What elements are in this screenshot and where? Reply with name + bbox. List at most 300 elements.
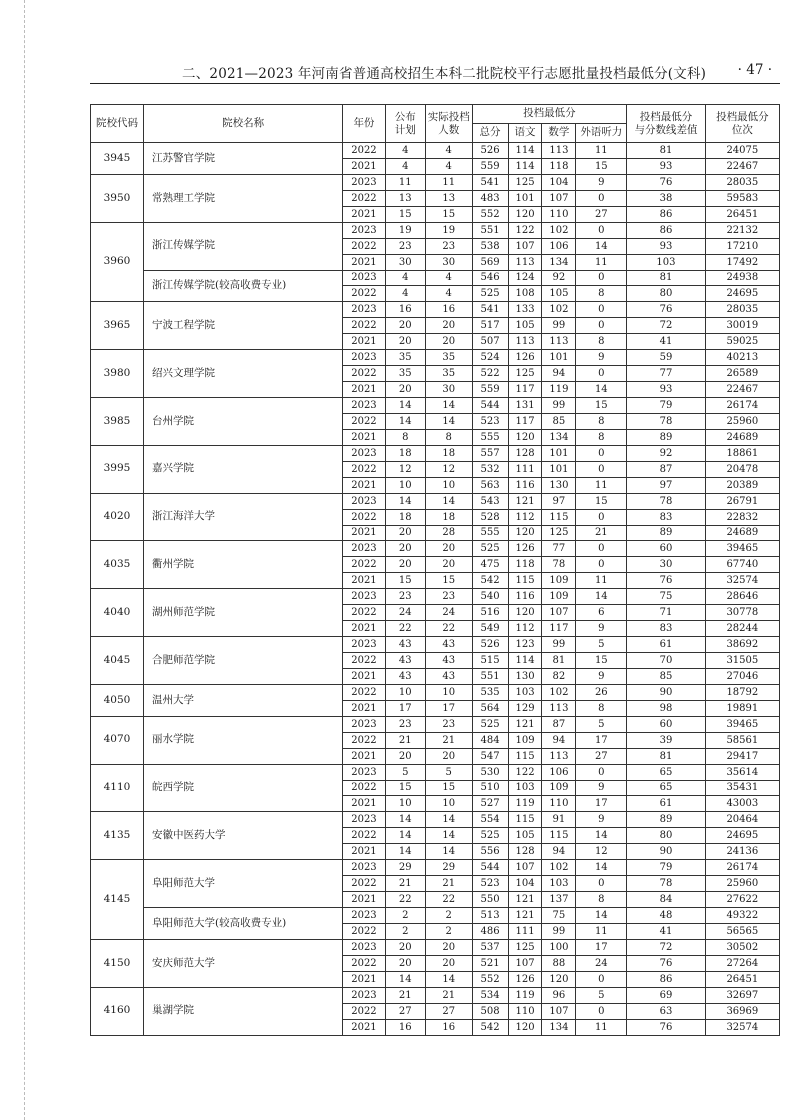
rank-cell: 40213: [705, 350, 779, 366]
year-cell: 2022: [343, 605, 385, 621]
col-header-code: 院校代码: [91, 105, 144, 143]
actual-cell: 18: [425, 445, 472, 461]
rank-cell: 24695: [705, 286, 779, 302]
diff-cell: 41: [627, 334, 705, 350]
table-row: [91, 302, 780, 318]
actual-cell: 23: [425, 589, 472, 605]
total-cell: 552: [472, 971, 508, 987]
rank-cell: 18861: [705, 445, 779, 461]
diff-cell: 76: [627, 174, 705, 190]
total-cell: 475: [472, 557, 508, 573]
plan-cell: 43: [385, 668, 425, 684]
rank-cell: 25960: [705, 413, 779, 429]
english-cell: 5: [576, 716, 627, 732]
math-cell: 101: [542, 445, 576, 461]
actual-cell: 16: [425, 302, 472, 318]
school-code-cell: 4110: [91, 764, 144, 812]
diff-cell: 83: [627, 621, 705, 637]
diff-cell: 92: [627, 445, 705, 461]
col-header-name: 院校名称: [143, 105, 342, 143]
math-cell: 101: [542, 350, 576, 366]
rank-cell: 43003: [705, 796, 779, 812]
english-cell: 0: [576, 557, 627, 573]
actual-cell: 30: [425, 382, 472, 398]
actual-cell: 8: [425, 429, 472, 445]
actual-cell: 21: [425, 732, 472, 748]
chinese-cell: 107: [508, 955, 542, 971]
plan-cell: 16: [385, 302, 425, 318]
plan-cell: 18: [385, 445, 425, 461]
rank-cell: 30019: [705, 318, 779, 334]
total-cell: 544: [472, 398, 508, 414]
school-name-cell: 安徽中医药大学: [143, 812, 342, 860]
math-cell: 120: [542, 971, 576, 987]
english-cell: 17: [576, 939, 627, 955]
plan-cell: 29: [385, 860, 425, 876]
total-cell: 528: [472, 509, 508, 525]
plan-cell: 20: [385, 382, 425, 398]
english-cell: 21: [576, 525, 627, 541]
math-cell: 99: [542, 923, 576, 939]
rank-cell: 35431: [705, 780, 779, 796]
plan-cell: 20: [385, 955, 425, 971]
english-cell: 9: [576, 350, 627, 366]
school-name-cell: 温州大学: [143, 684, 342, 716]
rank-cell: 26451: [705, 971, 779, 987]
table-row: [91, 398, 780, 414]
year-cell: 2021: [343, 429, 385, 445]
total-cell: 559: [472, 382, 508, 398]
rank-cell: 20478: [705, 461, 779, 477]
diff-cell: 93: [627, 158, 705, 174]
english-cell: 17: [576, 732, 627, 748]
school-code-cell: 3945: [91, 143, 144, 175]
total-cell: 550: [472, 892, 508, 908]
rank-cell: 28035: [705, 174, 779, 190]
year-cell: 2022: [343, 732, 385, 748]
chinese-cell: 115: [508, 812, 542, 828]
year-cell: 2021: [343, 382, 385, 398]
plan-cell: 24: [385, 605, 425, 621]
year-cell: 2023: [343, 350, 385, 366]
year-cell: 2022: [343, 318, 385, 334]
rank-cell: 17492: [705, 254, 779, 270]
school-name-cell: 台州学院: [143, 398, 342, 446]
plan-cell: 22: [385, 892, 425, 908]
actual-cell: 20: [425, 318, 472, 334]
english-cell: 0: [576, 222, 627, 238]
table-row: [91, 174, 780, 190]
plan-cell: 4: [385, 286, 425, 302]
rank-cell: 20464: [705, 812, 779, 828]
actual-cell: 27: [425, 1003, 472, 1019]
diff-cell: 81: [627, 748, 705, 764]
chinese-cell: 104: [508, 876, 542, 892]
english-cell: 14: [576, 828, 627, 844]
total-cell: 525: [472, 541, 508, 557]
school-name-cell: 宁波工程学院: [143, 302, 342, 350]
chinese-cell: 112: [508, 509, 542, 525]
rank-cell: 24075: [705, 143, 779, 159]
year-cell: 2023: [343, 174, 385, 190]
math-cell: 104: [542, 174, 576, 190]
total-cell: 537: [472, 939, 508, 955]
year-cell: 2023: [343, 398, 385, 414]
math-cell: 125: [542, 525, 576, 541]
table-row: [91, 764, 780, 780]
plan-cell: 2: [385, 908, 425, 924]
table-row: [91, 350, 780, 366]
diff-cell: 76: [627, 955, 705, 971]
chinese-cell: 131: [508, 398, 542, 414]
diff-cell: 61: [627, 796, 705, 812]
total-cell: 508: [472, 1003, 508, 1019]
table-row: [91, 684, 780, 700]
actual-cell: 18: [425, 509, 472, 525]
school-code-cell: 4020: [91, 493, 144, 541]
rank-cell: 24689: [705, 525, 779, 541]
chinese-cell: 117: [508, 382, 542, 398]
plan-cell: 23: [385, 589, 425, 605]
chinese-cell: 114: [508, 143, 542, 159]
diff-cell: 38: [627, 190, 705, 206]
english-cell: 0: [576, 971, 627, 987]
chinese-cell: 103: [508, 684, 542, 700]
math-cell: 113: [542, 700, 576, 716]
math-cell: 115: [542, 828, 576, 844]
math-cell: 118: [542, 158, 576, 174]
math-cell: 99: [542, 318, 576, 334]
total-cell: 486: [472, 923, 508, 939]
actual-cell: 43: [425, 668, 472, 684]
english-cell: 5: [576, 987, 627, 1003]
table-row: [91, 939, 780, 955]
diff-cell: 86: [627, 206, 705, 222]
rank-cell: 24938: [705, 270, 779, 286]
actual-cell: 14: [425, 413, 472, 429]
math-cell: 113: [542, 143, 576, 159]
english-cell: 11: [576, 1019, 627, 1035]
actual-cell: 14: [425, 971, 472, 987]
school-name-cell: 浙江传媒学院(较高收费专业): [143, 270, 342, 302]
plan-cell: 20: [385, 939, 425, 955]
diff-cell: 93: [627, 238, 705, 254]
rank-cell: 30778: [705, 605, 779, 621]
rank-cell: 32574: [705, 1019, 779, 1035]
table-row: [91, 143, 780, 159]
english-cell: 27: [576, 206, 627, 222]
actual-cell: 35: [425, 366, 472, 382]
english-cell: 0: [576, 1003, 627, 1019]
plan-cell: 2: [385, 923, 425, 939]
plan-cell: 20: [385, 748, 425, 764]
rank-cell: 26174: [705, 398, 779, 414]
english-cell: 15: [576, 653, 627, 669]
rank-cell: 26791: [705, 493, 779, 509]
year-cell: 2021: [343, 796, 385, 812]
plan-cell: 35: [385, 350, 425, 366]
school-code-cell: 4070: [91, 716, 144, 764]
chinese-cell: 119: [508, 796, 542, 812]
diff-cell: 65: [627, 780, 705, 796]
year-cell: 2021: [343, 334, 385, 350]
english-cell: 0: [576, 445, 627, 461]
english-cell: 11: [576, 143, 627, 159]
plan-cell: 14: [385, 971, 425, 987]
page-number: · 47 ·: [737, 62, 772, 78]
col-header-diff: 投档最低分 与分数线差值: [627, 105, 705, 143]
year-cell: 2021: [343, 254, 385, 270]
diff-cell: 69: [627, 987, 705, 1003]
school-name-cell: 阜阳师范大学: [143, 860, 342, 908]
actual-cell: 20: [425, 334, 472, 350]
total-cell: 524: [472, 350, 508, 366]
total-cell: 544: [472, 860, 508, 876]
math-cell: 102: [542, 302, 576, 318]
total-cell: 551: [472, 222, 508, 238]
actual-cell: 13: [425, 190, 472, 206]
chinese-cell: 123: [508, 637, 542, 653]
plan-cell: 15: [385, 780, 425, 796]
chinese-cell: 114: [508, 158, 542, 174]
diff-cell: 103: [627, 254, 705, 270]
rank-cell: 18792: [705, 684, 779, 700]
chinese-cell: 122: [508, 222, 542, 238]
year-cell: 2022: [343, 923, 385, 939]
school-name-cell: 阜阳师范大学(较高收费专业): [143, 908, 342, 940]
year-cell: 2021: [343, 158, 385, 174]
rank-cell: 22132: [705, 222, 779, 238]
total-cell: 523: [472, 876, 508, 892]
actual-cell: 22: [425, 621, 472, 637]
english-cell: 24: [576, 955, 627, 971]
year-cell: 2023: [343, 908, 385, 924]
chinese-cell: 128: [508, 844, 542, 860]
total-cell: 559: [472, 158, 508, 174]
rank-cell: 17210: [705, 238, 779, 254]
chinese-cell: 125: [508, 174, 542, 190]
total-cell: 556: [472, 844, 508, 860]
actual-cell: 2: [425, 923, 472, 939]
rank-cell: 58561: [705, 732, 779, 748]
chinese-cell: 121: [508, 493, 542, 509]
total-cell: 525: [472, 286, 508, 302]
english-cell: 9: [576, 174, 627, 190]
plan-cell: 17: [385, 700, 425, 716]
chinese-cell: 125: [508, 939, 542, 955]
year-cell: 2022: [343, 366, 385, 382]
year-cell: 2022: [343, 286, 385, 302]
total-cell: 527: [472, 796, 508, 812]
year-cell: 2022: [343, 461, 385, 477]
chinese-cell: 119: [508, 987, 542, 1003]
actual-cell: 15: [425, 206, 472, 222]
total-cell: 543: [472, 493, 508, 509]
school-code-cell: 4145: [91, 860, 144, 940]
chinese-cell: 120: [508, 1019, 542, 1035]
chinese-cell: 115: [508, 748, 542, 764]
rank-cell: 28646: [705, 589, 779, 605]
english-cell: 0: [576, 509, 627, 525]
plan-cell: 13: [385, 190, 425, 206]
total-cell: 484: [472, 732, 508, 748]
rank-cell: 39465: [705, 541, 779, 557]
plan-cell: 10: [385, 477, 425, 493]
year-cell: 2023: [343, 939, 385, 955]
actual-cell: 2: [425, 908, 472, 924]
actual-cell: 17: [425, 700, 472, 716]
math-cell: 99: [542, 637, 576, 653]
rank-cell: 22832: [705, 509, 779, 525]
english-cell: 15: [576, 158, 627, 174]
year-cell: 2021: [343, 700, 385, 716]
school-name-cell: 常熟理工学院: [143, 174, 342, 222]
chinese-cell: 105: [508, 318, 542, 334]
english-cell: 5: [576, 637, 627, 653]
math-cell: 97: [542, 493, 576, 509]
rank-cell: 39465: [705, 716, 779, 732]
english-cell: 11: [576, 923, 627, 939]
chinese-cell: 115: [508, 573, 542, 589]
plan-cell: 23: [385, 238, 425, 254]
math-cell: 109: [542, 573, 576, 589]
total-cell: 522: [472, 366, 508, 382]
year-cell: 2022: [343, 413, 385, 429]
math-cell: 94: [542, 366, 576, 382]
diff-cell: 81: [627, 143, 705, 159]
diff-cell: 76: [627, 573, 705, 589]
diff-cell: 39: [627, 732, 705, 748]
chinese-cell: 105: [508, 828, 542, 844]
school-name-cell: 安庆师范大学: [143, 939, 342, 987]
actual-cell: 4: [425, 270, 472, 286]
year-cell: 2023: [343, 987, 385, 1003]
rank-cell: 49322: [705, 908, 779, 924]
table-row: [91, 987, 780, 1003]
math-cell: 107: [542, 1003, 576, 1019]
english-cell: 0: [576, 764, 627, 780]
english-cell: 6: [576, 605, 627, 621]
year-cell: 2022: [343, 876, 385, 892]
plan-cell: 14: [385, 493, 425, 509]
actual-cell: 20: [425, 541, 472, 557]
year-cell: 2021: [343, 892, 385, 908]
school-code-cell: 3960: [91, 222, 144, 302]
school-code-cell: 3965: [91, 302, 144, 350]
year-cell: 2021: [343, 668, 385, 684]
chinese-cell: 130: [508, 668, 542, 684]
math-cell: 130: [542, 477, 576, 493]
school-code-cell: 4160: [91, 987, 144, 1035]
page-header: [90, 62, 780, 86]
actual-cell: 29: [425, 860, 472, 876]
year-cell: 2021: [343, 748, 385, 764]
math-cell: 134: [542, 429, 576, 445]
diff-cell: 59: [627, 350, 705, 366]
plan-cell: 15: [385, 206, 425, 222]
english-cell: 17: [576, 796, 627, 812]
math-cell: 110: [542, 796, 576, 812]
year-cell: 2023: [343, 493, 385, 509]
rank-cell: 59025: [705, 334, 779, 350]
table-row: [91, 270, 780, 286]
diff-cell: 72: [627, 939, 705, 955]
actual-cell: 23: [425, 238, 472, 254]
school-name-cell: 合肥师范学院: [143, 637, 342, 685]
plan-cell: 4: [385, 143, 425, 159]
actual-cell: 43: [425, 653, 472, 669]
chinese-cell: 126: [508, 350, 542, 366]
chinese-cell: 109: [508, 732, 542, 748]
diff-cell: 76: [627, 302, 705, 318]
year-cell: 2021: [343, 621, 385, 637]
chinese-cell: 110: [508, 1003, 542, 1019]
year-cell: 2022: [343, 238, 385, 254]
rank-cell: 36969: [705, 1003, 779, 1019]
plan-cell: 21: [385, 987, 425, 1003]
plan-cell: 43: [385, 637, 425, 653]
total-cell: 513: [472, 908, 508, 924]
english-cell: 27: [576, 748, 627, 764]
col-header-min-score-group: 投档最低分: [472, 105, 627, 124]
diff-cell: 77: [627, 366, 705, 382]
table-row: [91, 812, 780, 828]
total-cell: 555: [472, 429, 508, 445]
math-cell: 91: [542, 812, 576, 828]
actual-cell: 28: [425, 525, 472, 541]
plan-cell: 20: [385, 318, 425, 334]
actual-cell: 22: [425, 892, 472, 908]
year-cell: 2023: [343, 637, 385, 653]
english-cell: 0: [576, 366, 627, 382]
math-cell: 77: [542, 541, 576, 557]
chinese-cell: 120: [508, 605, 542, 621]
math-cell: 117: [542, 621, 576, 637]
math-cell: 75: [542, 908, 576, 924]
english-cell: 0: [576, 270, 627, 286]
school-name-cell: 嘉兴学院: [143, 445, 342, 493]
english-cell: 11: [576, 477, 627, 493]
chinese-cell: 117: [508, 413, 542, 429]
table-row: [91, 637, 780, 653]
diff-cell: 93: [627, 382, 705, 398]
total-cell: 525: [472, 828, 508, 844]
chinese-cell: 112: [508, 621, 542, 637]
math-cell: 113: [542, 748, 576, 764]
english-cell: 8: [576, 413, 627, 429]
school-code-cell: 4135: [91, 812, 144, 860]
rank-cell: 32697: [705, 987, 779, 1003]
total-cell: 563: [472, 477, 508, 493]
year-cell: 2022: [343, 557, 385, 573]
chinese-cell: 116: [508, 589, 542, 605]
actual-cell: 35: [425, 350, 472, 366]
school-code-cell: 3980: [91, 350, 144, 398]
total-cell: 546: [472, 270, 508, 286]
plan-cell: 19: [385, 222, 425, 238]
english-cell: 14: [576, 860, 627, 876]
rank-cell: 32574: [705, 573, 779, 589]
math-cell: 103: [542, 876, 576, 892]
plan-cell: 30: [385, 254, 425, 270]
total-cell: 541: [472, 302, 508, 318]
total-cell: 551: [472, 668, 508, 684]
math-cell: 99: [542, 398, 576, 414]
total-cell: 530: [472, 764, 508, 780]
english-cell: 8: [576, 892, 627, 908]
english-cell: 0: [576, 541, 627, 557]
diff-cell: 89: [627, 525, 705, 541]
